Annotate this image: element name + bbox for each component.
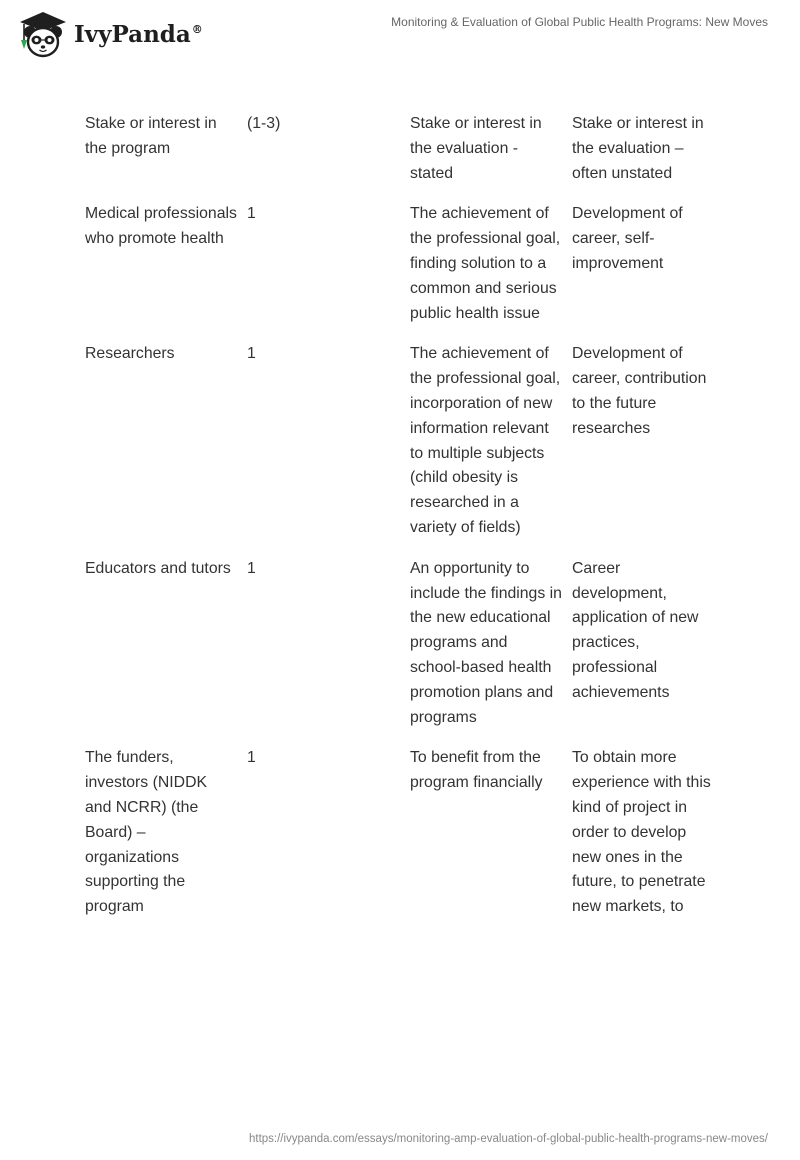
- table-cell: Stake or interest in the evaluation – often unstated: [572, 115, 704, 182]
- table-cell: To benefit from the program financially: [410, 749, 543, 792]
- source-url[interactable]: https://ivypanda.com/essays/monitoring-amp-evaluation-of-global-public-health-programs-new-moves/: [248, 1133, 768, 1145]
- table-cell: Development of career, self-improvement: [572, 205, 683, 272]
- stakeholder-table-container: [85, 112, 725, 936]
- table-cell: Stake or interest in the program: [85, 115, 217, 157]
- table-row: [85, 557, 725, 747]
- table-cell: The funders, investors (NIDDK and NCRR) (the Board) – organizations supporting the program: [85, 749, 208, 916]
- table-cell: Educators and tutors: [85, 559, 231, 577]
- panda-graduate-icon: [14, 9, 72, 59]
- table-cell: Stake or interest in the evaluation - stated: [410, 115, 542, 182]
- table-row: [85, 746, 725, 936]
- table-row: [85, 342, 725, 556]
- table-cell: An opportunity to include the findings in the new educational programs and school-based health promotion plans and programs: [410, 559, 562, 726]
- logo-wordmark: IvyPanda®: [74, 20, 203, 48]
- table-cell: Career development, application of new practices, professional achievements: [572, 559, 699, 701]
- table-cell: The achievement of the professional goal, finding solution to a common and serious public health issue: [410, 205, 561, 322]
- ivypanda-logo[interactable]: [14, 9, 203, 59]
- stakeholder-table: [85, 112, 725, 936]
- table-cell: To obtain more experience with this kind of project in order to develop new ones in the future, to penetrate new markets, to: [572, 749, 711, 916]
- document-title: Monitoring & Evaluation of Global Public Health Programs: New Moves: [391, 15, 768, 29]
- table-cell: The achievement of the professional goal, incorporation of new information relevant to multiple subjects (child obesity is researched in a variety of fields): [410, 345, 561, 536]
- page-header: [0, 0, 800, 64]
- table-cell: 1: [247, 205, 256, 223]
- table-row: [85, 112, 725, 202]
- table-cell: Development of career, contribution to the future researches: [572, 345, 707, 437]
- table-cell: 1: [247, 345, 256, 363]
- table-row: [85, 202, 725, 342]
- table-cell: 1: [247, 749, 256, 767]
- table-cell: 1: [247, 559, 256, 577]
- table-cell: Medical professionals who promote health: [85, 205, 237, 248]
- table-cell: (1-3): [247, 115, 281, 132]
- table-cell: Researchers: [85, 345, 175, 363]
